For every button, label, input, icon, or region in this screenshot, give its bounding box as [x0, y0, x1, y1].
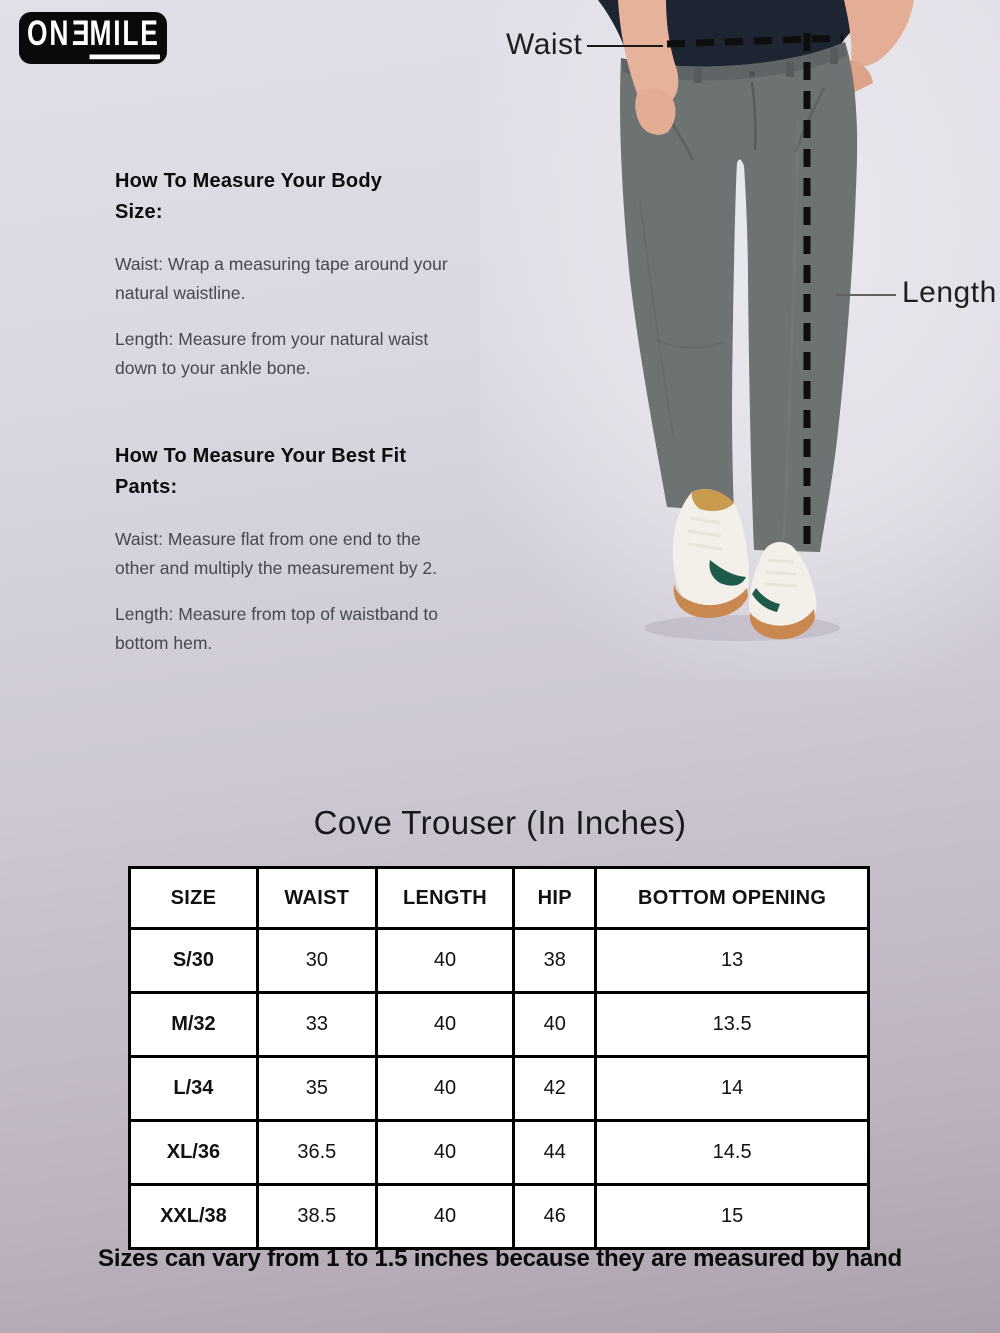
measure-body-section	[115, 166, 463, 400]
trouser-button	[749, 71, 755, 77]
value-cell: 42	[514, 1057, 596, 1121]
belt-loop	[786, 62, 794, 77]
measure-pants-waist-text: Waist: Measure flat from one end to the other and multiply the measurement by 2.	[115, 529, 437, 578]
measure-body-length-text: Length: Measure from your natural waist down to your ankle bone.	[115, 329, 429, 378]
table-row	[130, 1121, 869, 1185]
size-table-body	[130, 929, 869, 1249]
size-cell: L/34	[130, 1057, 258, 1121]
brand-logo-text	[26, 14, 160, 59]
value-cell: 35	[257, 1057, 376, 1121]
value-cell: 14.5	[596, 1121, 869, 1185]
value-cell: 15	[596, 1185, 869, 1249]
value-cell: 13	[596, 929, 869, 993]
value-cell: 40	[376, 1121, 513, 1185]
belt-loop	[830, 48, 838, 64]
length-annotation-label: Length	[902, 276, 997, 309]
value-cell: 40	[376, 1185, 513, 1249]
logo-on: ON	[26, 14, 70, 54]
value-cell: 40	[376, 1057, 513, 1121]
model-figure	[480, 0, 1000, 700]
logo-mile-underlined: MILE	[89, 17, 159, 59]
table-row	[130, 1057, 869, 1121]
measure-pants-heading: How To Measure Your Best Fit Pants:	[115, 445, 407, 498]
size-cell: XL/36	[130, 1121, 258, 1185]
measure-pants-length-text: Length: Measure from top of waistband to bottom hem.	[115, 604, 438, 653]
size-chart-title: Cove Trouser (In Inches)	[313, 804, 687, 841]
value-cell: 40	[376, 929, 513, 993]
measure-body-heading: How To Measure Your Body Size:	[115, 170, 383, 223]
column-header-hip: HIP	[514, 868, 596, 929]
belt-loop	[694, 68, 702, 83]
size-cell: XXL/38	[130, 1185, 258, 1249]
size-table-header-row	[130, 868, 869, 929]
size-cell: M/32	[130, 993, 258, 1057]
column-header-waist: WAIST	[257, 868, 376, 929]
value-cell: 46	[514, 1185, 596, 1249]
brand-logo	[19, 12, 167, 64]
value-cell: 44	[514, 1121, 596, 1185]
waist-annotation-label: Waist	[506, 28, 583, 61]
hand-measured-footnote: Sizes can vary from 1 to 1.5 inches because they are measured by hand	[98, 1245, 902, 1272]
table-row	[130, 929, 869, 993]
value-cell: 36.5	[257, 1121, 376, 1185]
column-header-bottom-opening: BOTTOM OPENING	[596, 868, 869, 929]
value-cell: 38.5	[257, 1185, 376, 1249]
value-cell: 33	[257, 993, 376, 1057]
table-row	[130, 1185, 869, 1249]
table-row	[130, 993, 869, 1057]
value-cell: 40	[376, 993, 513, 1057]
size-table	[128, 866, 870, 1250]
value-cell: 38	[514, 929, 596, 993]
size-cell: S/30	[130, 929, 258, 993]
waist-pointer-line	[587, 45, 663, 47]
column-header-length: LENGTH	[376, 868, 513, 929]
value-cell: 30	[257, 929, 376, 993]
logo-reversed-e: E	[69, 14, 90, 54]
measure-body-waist-text: Waist: Wrap a measuring tape around your natural waistline.	[115, 254, 448, 303]
value-cell: 14	[596, 1057, 869, 1121]
column-header-size: SIZE	[130, 868, 258, 929]
model-illustration	[480, 0, 1000, 700]
value-cell: 40	[514, 993, 596, 1057]
value-cell: 13.5	[596, 993, 869, 1057]
size-chart	[128, 866, 870, 1250]
measure-pants-section	[115, 441, 463, 675]
length-pointer-line	[836, 294, 896, 296]
